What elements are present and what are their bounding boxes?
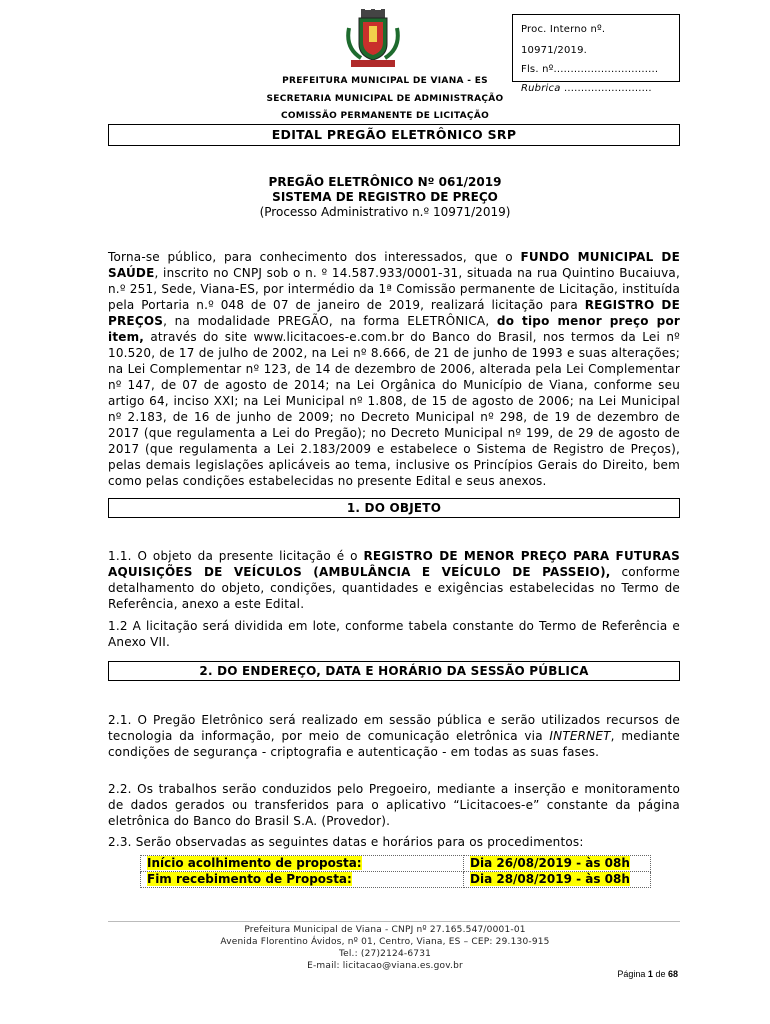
fls-number: Fls. nº............................... [521,64,659,75]
intro-bold-tipo: do tipo menor preço por item, [108,314,681,344]
intro-text-3: , na modalidade PREGÃO, na forma ELETRÔNICA, [163,314,497,328]
section-1-title: 1. DO OBJETO [108,498,680,518]
s11-text-c: conforme detalhamento do objeto, condições, quantidades e exigências estabelecidas no Termo de Referência, anexo a este Edital. [108,565,680,611]
s21-internet: INTERNET [549,729,611,743]
intro-bold-registro: REGISTRO DE PREÇOS [108,298,680,328]
schedule-value-text: Dia 28/08/2019 - às 08h [470,872,630,886]
page-current: 1 [647,969,653,979]
page-mid: de [655,969,666,979]
pregao-number: PREGÃO ELETRÔNICO Nº 061/2019 [268,175,502,189]
footer-address: Avenida Florentino Ávidos, nº 01, Centro, Viana, ES – CEP: 29.130-915 [220,937,550,947]
rubrica-line: .......................... [560,83,652,94]
schedule-value-text: Dia 26/08/2019 - às 08h [470,856,630,870]
s11-text-a: 1.1. O objeto da presente licitação é o [108,549,364,563]
schedule-label [141,872,464,888]
s11-bold: REGISTRO DE MENOR PREÇO PARA FUTURAS AQUISIÇÕES DE VEÍCULOS (AMBULÂNCIA E VEÍCULO DE PASSEIO), [108,549,680,579]
edital-title: EDITAL PREGÃO ELETRÔNICO SRP [108,124,680,146]
registro-preco-heading: SISTEMA DE REGISTRO DE PREÇO [272,190,498,204]
proc-interno: Proc. Interno nº. 10971/2019. [521,24,606,56]
rubrica-label: Rubrica [521,83,561,94]
intro-text-1: Torna-se público, para conhecimento dos interessados, que o [108,250,521,264]
section-2-title: 2. DO ENDEREÇO, DATA E HORÁRIO DA SESSÃO PÚBLICA [108,661,680,681]
footer-email: E-mail: licitacao@viana.es.gov.br [307,961,463,971]
footer-phone: Tel.: (27)2124-6731 [338,949,432,959]
schedule-value [464,856,651,872]
coat-of-arms-icon [343,8,403,70]
table-row [141,856,651,872]
page-prefix: Página [617,969,646,979]
section-2-2: 2.2. Os trabalhos serão conduzidos pelo Pregoeiro, mediante a inserção e monitoramento de dados gerados ou transferidos para o aplicativo “Licitacoes-e” constante da página eletrônica do Banco do Brasil S.A. (Provedor). [108,782,680,828]
schedule-label-text: Início acolhimento de proposta: [147,856,362,870]
intro-text-2: , inscrito no CNPJ sob o n. º 14.587.933/0001-31, situada na rua Quintino Bucaiuva, n.º 251, Sede, Viana-ES, por intermédio da 1ª Comissão permanente de Licitação, instituída pela Portaria n.º 048 de 07 de janeiro de 2019, realizará licitação para [108,266,680,312]
intro-paragraph [108,249,680,489]
intro-text-4: através do site www.licitacoes-e.com.br do Banco do Brasil, nos termos da Lei nº 10.520, de 17 de julho de 2002, na Lei nº 8.666, de 21 de junho de 1993 e suas alterações; na Lei Complementar nº 123, de 14 de dezembro de 2006, alterada pela Lei Complementar nº 147, de 07 de agosto de 2014; na Lei Orgânica do Município de Viana, conforme seu artigo 64, inciso XXI; na Lei Municipal nº 1.808, de 15 de agosto de 2006; na Lei Municipal nº 2.183, de 16 de junho de 2009; no Decreto Municipal nº 298, de 19 de dezembro de 2017 (que regulamenta a Lei do Pregão); no Decreto Municipal nº 199, de 29 de agosto de 2017 (que regulamenta a Lei 2.183/2009 e estabelece o Sistema de Registro de Preços), pelas demais legislações aplicáveis ao tema, inclusive os Princípios Gerais do Direito, bem como pelas condições estabelecidas no presente Edital e seus anexos. [108,330,680,488]
schedule-label-text: Fim recebimento de Proposta: [147,872,352,886]
section-1-1 [108,548,680,612]
s21-text-a: 2.1. O Pregão Eletrônico será realizado em sessão pública e serão utilizados recursos de tecnologia da informação, por meio de comunicação eletrônica via [108,713,680,743]
header-prefeitura: PREFEITURA MUNICIPAL DE VIANA - ES [282,76,488,86]
footer-cnpj: Prefeitura Municipal de Viana - CNPJ nº 27.165.547/0001-01 [244,925,526,935]
page-total: 68 [667,969,678,979]
table-row [141,872,651,888]
page-number [617,969,678,979]
schedule-label [141,856,464,872]
schedule-value [464,872,651,888]
intro-bold-fundo: FUNDO MUNICIPAL DE SAÚDE [108,250,680,280]
section-2-1 [108,712,680,760]
header-comissao: COMISSÃO PERMANENTE DE LICITAÇÃO [280,111,490,121]
section-1-2: 1.2 A licitação será dividida em lote, conforme tabela constante do Termo de Referência e Anexo VII. [108,619,680,649]
section-2-3: 2.3. Serão observadas as seguintes datas e horários para os procedimentos: [108,835,584,849]
schedule-table [140,855,651,888]
process-stamp-box [512,14,680,94]
s21-text-b: , mediante condições de segurança - criptografia e autenticação - em todas as suas fases. [108,729,680,759]
processo-administrativo: (Processo Administrativo n.º 10971/2019) [259,205,511,219]
footer-divider [108,921,680,922]
header-secretaria: SECRETARIA MUNICIPAL DE ADMINISTRAÇÃO [266,94,504,104]
